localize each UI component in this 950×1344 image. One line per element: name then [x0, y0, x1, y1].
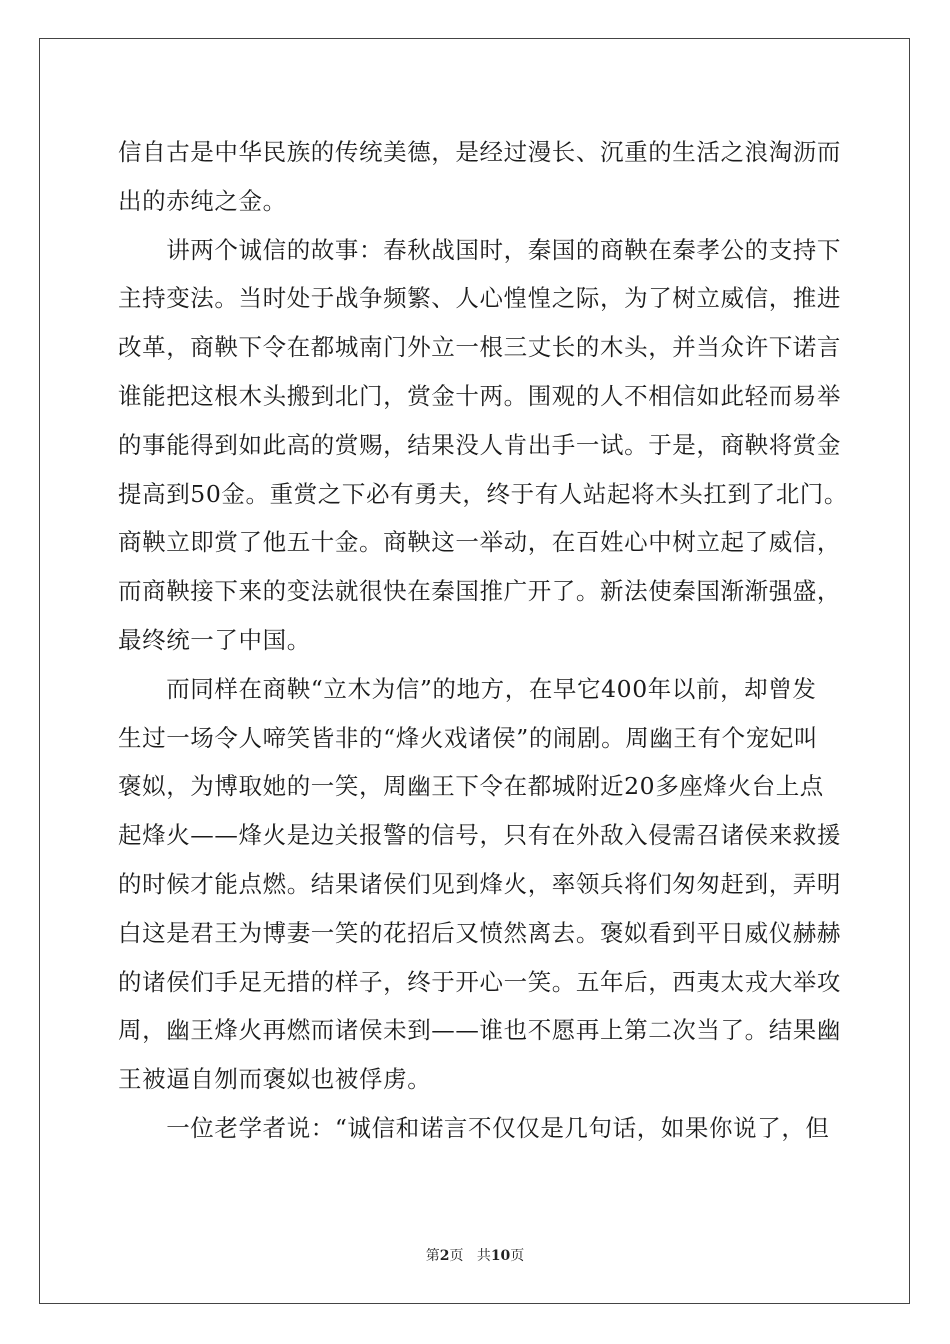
- text-line: 王被逼自刎而褒姒也被俘虏。: [118, 1065, 432, 1094]
- text-line: 出的赤纯之金。: [118, 186, 287, 215]
- text-line: 最终统一了中国。: [118, 625, 311, 654]
- text-line: 而商鞅接下来的变法就很快在秦国推广开了。新法使秦国渐渐强盛，: [118, 577, 841, 606]
- text-line: 起烽火——烽火是边关报警的信号，只有在外敌入侵需召诸侯来救援: [118, 821, 841, 850]
- text-line: 的诸侯们手足无措的样子，终于开心一笑。五年后，西夷太戎大举攻: [118, 967, 841, 996]
- text-line: 生过一场令人啼笑皆非的“烽火戏诸侯”的闹剧。周幽王有个宠妃叫: [118, 723, 819, 752]
- text-line: 褒姒，为博取她的一笑，周幽王下令在都城附近20多座烽火台上点: [118, 772, 824, 801]
- text-line: 白这是君王为博妻一笑的花招后又愤然离去。褒姒看到平日威仪赫赫: [118, 918, 841, 947]
- text-line: 的时候才能点燃。结果诸侯们见到烽火，率领兵将们匆匆赶到，弄明: [118, 869, 841, 898]
- footer-prefix: 第: [425, 1248, 440, 1264]
- page-footer: [0, 1245, 950, 1265]
- footer-total-suffix: 页: [510, 1248, 525, 1264]
- text-line: 提高到50金。重赏之下必有勇夫，终于有人站起将木头扛到了北门。: [118, 479, 849, 508]
- text-line: 周，幽王烽火再燃而诸侯未到——谁也不愿再上第二次当了。结果幽: [118, 1016, 841, 1045]
- footer-page-suffix: 页: [449, 1248, 464, 1264]
- footer-total-prefix: 共: [476, 1248, 491, 1264]
- text-line: 一位老学者说：“诚信和诺言不仅仅是几句话，如果你说了，但: [118, 1113, 830, 1142]
- total-pages: 10: [490, 1248, 511, 1264]
- document-body: [118, 128, 849, 1153]
- text-line: 的事能得到如此高的赏赐，结果没人肯出手一试。于是，商鞅将赏金: [118, 430, 841, 459]
- text-line: 谁能把这根木头搬到北门，赏金十两。围观的人不相信如此轻而易举: [118, 381, 841, 410]
- page-number: 2: [439, 1248, 450, 1264]
- text-line: 而同样在商鞅“立木为信”的地方，在早它400年以前，却曾发: [118, 674, 817, 703]
- text-line: 商鞅立即赏了他五十金。商鞅这一举动，在百姓心中树立起了威信，: [118, 528, 841, 557]
- text-line: 讲两个诚信的故事：春秋战国时，秦国的商鞅在秦孝公的支持下: [118, 235, 841, 264]
- text-line: 信自古是中华民族的传统美德，是经过漫长、沉重的生活之浪淘沥而: [118, 138, 841, 166]
- text-line: 主持变法。当时处于战争频繁、人心惶惶之际，为了树立威信，推进: [118, 284, 841, 313]
- text-line: 改革，商鞅下令在都城南门外立一根三丈长的木头，并当众许下诺言: [118, 333, 841, 362]
